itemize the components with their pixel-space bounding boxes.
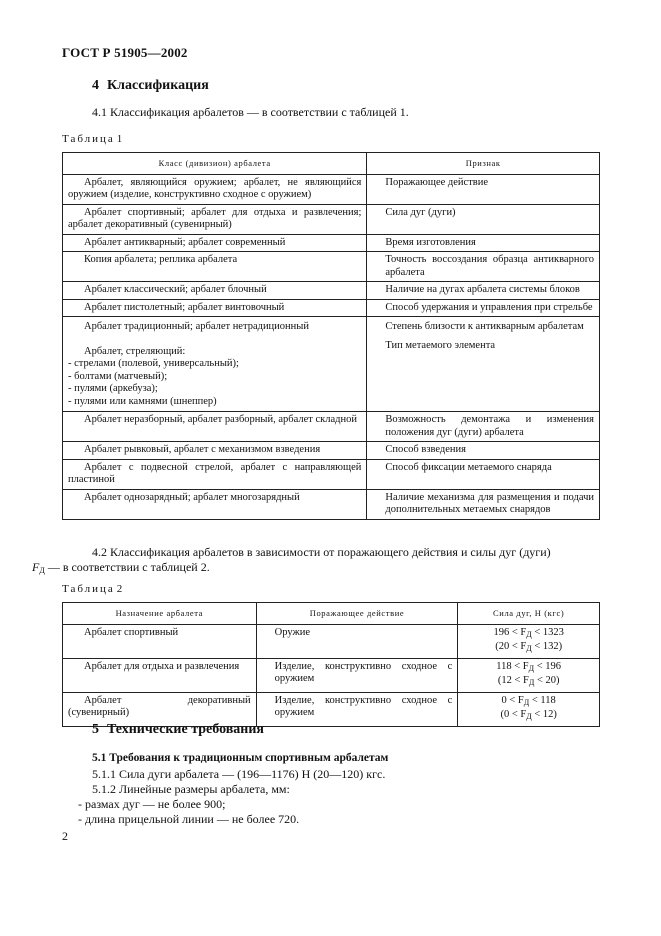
- header-sign: Признак: [367, 153, 600, 175]
- class-cell-merged: [63, 317, 367, 412]
- table-row-merged: [63, 317, 600, 412]
- table-row: [63, 412, 600, 442]
- force-subscript: Д: [528, 678, 535, 687]
- table-header-row: [63, 603, 600, 625]
- effect-cell: Оружие: [256, 624, 458, 658]
- table-row: [63, 282, 600, 300]
- sign-cell-merged: [367, 317, 600, 412]
- section-5-heading: [92, 722, 264, 738]
- paragraph-4-1: 4.1 Классификация арбалетов — в соответствии с таблицей 1.: [92, 105, 409, 119]
- table-1-caption-number: 1: [116, 133, 123, 145]
- force-table: [62, 602, 600, 727]
- table-1-caption-label: Таблица: [62, 133, 115, 145]
- force-value-kgf-tail: < 20): [534, 675, 560, 686]
- force-subscript: Д: [39, 566, 45, 575]
- table-row: [63, 489, 600, 519]
- section-5-title: Технические требования: [107, 722, 264, 737]
- force-value-kgf: (20 < F: [495, 641, 527, 652]
- force-value-tail: < 1323: [531, 626, 564, 638]
- force-subscript: Д: [528, 663, 535, 673]
- section-5-number: 5: [92, 722, 99, 737]
- force-cell: [458, 624, 600, 658]
- sign-cell: Возможность демонтажа и изменения положения дуг (дуги) арбалета: [367, 412, 600, 442]
- table-row: [63, 174, 600, 204]
- document-code: ГОСТ Р 51905—2002: [62, 45, 188, 60]
- force-subscript: Д: [526, 712, 532, 721]
- header-force: Сила дуг, Н (кгс): [458, 603, 600, 625]
- sign-cell: Способ взведения: [367, 442, 600, 460]
- purpose-cell: Арбалет для отдыха и развлечения: [63, 658, 257, 692]
- table-row: [63, 658, 600, 692]
- purpose-cell: Арбалет спортивный: [63, 624, 257, 658]
- table-2-caption-number: 2: [116, 583, 123, 595]
- sign-cell: Наличие механизма для размещения и подачи дополнительных метаемых снарядов: [367, 489, 600, 519]
- sign-cell: Способ фиксации метаемого снаряда: [367, 459, 600, 489]
- page-number: 2: [62, 829, 68, 843]
- effect-cell: Изделие, конструктивно сходное с оружием: [256, 692, 458, 726]
- class-traditional: Арбалет традиционный; арбалет нетрадиционный: [84, 321, 309, 332]
- clause-5-1-1: 5.1.1 Сила дуги арбалета — (196—1176) Н (20—120) кгс.: [92, 767, 386, 781]
- sign-cell: Наличие на дугах арбалета системы блоков: [367, 282, 600, 300]
- sign-cell: Способ удержания и управления при стрельбе: [367, 299, 600, 317]
- section-4-heading: [92, 78, 209, 94]
- effect-cell: Изделие, конструктивно сходное с оружием: [256, 658, 458, 692]
- force-cell: [458, 658, 600, 692]
- table-row: [63, 692, 600, 726]
- class-cell: Арбалет, являющийся оружием; арбалет, не являющийся оружием (изделие, конструктивно сходное с оружием): [63, 174, 367, 204]
- class-cell: Арбалет рывковый, арбалет с механизмом взведения: [63, 442, 367, 460]
- class-cell: Арбалет антикварный; арбалет современный: [63, 234, 367, 252]
- class-cell: Арбалет пистолетный; арбалет винтовочный: [63, 299, 367, 317]
- class-shooting-item: - стрелами (полевой, универсальный);: [68, 358, 239, 369]
- paragraph-4-2: [32, 545, 600, 578]
- paragraph-4-2-text: 4.2 Классификация арбалетов в зависимости от поражающего действия и силы дуг (дуги): [92, 545, 551, 559]
- force-subscript: Д: [526, 644, 532, 653]
- table-row: [63, 234, 600, 252]
- paragraph-4-2-tail: — в соответствии с таблицей 2.: [44, 560, 210, 574]
- table-row: [63, 624, 600, 658]
- sign-cell: Точность воссоздания образца антикварного арбалета: [367, 252, 600, 282]
- header-purpose: Назначение арбалета: [63, 603, 257, 625]
- class-shooting-intro: Арбалет, стреляющий:: [84, 345, 186, 357]
- table-row: [63, 204, 600, 234]
- force-cell: [458, 692, 600, 726]
- list-item-sight-line: - длина прицельной линии — не более 720.: [78, 812, 300, 826]
- class-cell: Копия арбалета; реплика арбалета: [63, 252, 367, 282]
- class-cell: Арбалет однозарядный; арбалет многозарядный: [63, 489, 367, 519]
- table-row: [63, 299, 600, 317]
- class-shooting-item: - пулями или камнями (шнеппер): [68, 395, 217, 407]
- force-subscript: Д: [526, 629, 532, 639]
- class-cell: Арбалет спортивный; арбалет для отдыха и развлечения; арбалет декоративный (сувенирный): [63, 204, 367, 234]
- clause-5-1-2: 5.1.2 Линейные размеры арбалета, мм:: [92, 782, 290, 796]
- force-value: 0 < F: [501, 694, 524, 706]
- section-4-number: 4: [92, 78, 99, 93]
- class-cell: Арбалет классический; арбалет блочный: [63, 282, 367, 300]
- force-value-tail: < 118: [529, 694, 556, 706]
- force-value: 196 < F: [493, 626, 527, 638]
- list-item-bow-span: - размах дуг — не более 900;: [78, 797, 226, 811]
- table-row: [63, 252, 600, 282]
- sign-cell: Время изготовления: [367, 234, 600, 252]
- force-value-tail: < 196: [534, 660, 562, 672]
- class-shooting-item: - пулями (аркебуза);: [68, 383, 158, 394]
- force-value-kgf: (0 < F: [500, 709, 527, 720]
- class-shooting-item: - болтами (матчевый);: [68, 370, 168, 382]
- header-effect: Поражающее действие: [256, 603, 458, 625]
- table-header-row: [63, 153, 600, 175]
- class-cell: Арбалет неразборный, арбалет разборный, арбалет складной: [63, 412, 367, 442]
- table-row: [63, 442, 600, 460]
- subsection-5-1-title: 5.1 Требования к традиционным спортивным арбалетам: [92, 752, 389, 764]
- purpose-cell: Арбалет декоративный (сувенирный): [63, 692, 257, 726]
- classification-table: [62, 152, 600, 520]
- sign-traditional: Степень близости к антикварным арбалетам: [385, 321, 584, 332]
- table-2-caption: [62, 583, 122, 595]
- force-value: 118 < F: [496, 660, 529, 672]
- section-4-title: Классификация: [107, 78, 209, 93]
- sign-cell: Поражающее действие: [367, 174, 600, 204]
- class-cell: Арбалет с подвесной стрелой, арбалет с направляющей пластиной: [63, 459, 367, 489]
- force-value-kgf: (12 < F: [497, 675, 529, 686]
- table-1-caption: [62, 133, 122, 145]
- header-class: Класс (дивизион) арбалета: [63, 153, 367, 175]
- force-value-kgf-tail: < 132): [531, 641, 563, 652]
- force-value-kgf-tail: < 12): [531, 709, 557, 720]
- table-row: [63, 459, 600, 489]
- table-2-caption-label: Таблица: [62, 583, 115, 595]
- force-subscript: Д: [523, 697, 530, 707]
- sign-projectile-type: Тип метаемого элемента: [385, 339, 496, 351]
- sign-cell: Сила дуг (дуги): [367, 204, 600, 234]
- force-symbol: F: [32, 560, 40, 574]
